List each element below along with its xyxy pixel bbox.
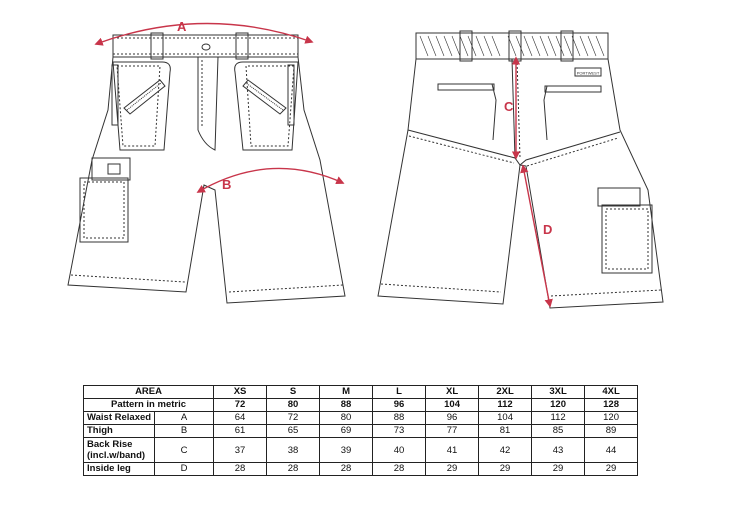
belt-loop — [460, 31, 472, 61]
table-row — [84, 425, 638, 438]
table-cell: 89 — [585, 425, 638, 438]
table-cell: 81 — [479, 425, 532, 438]
table-cell: 88 — [373, 412, 426, 425]
size-header: 2XL — [479, 386, 532, 399]
table-cell: 44 — [585, 438, 638, 463]
table-row — [84, 412, 638, 425]
waist-button — [202, 44, 210, 50]
size-chart-table — [83, 385, 638, 476]
pattern-value: 128 — [585, 399, 638, 412]
back-body-outline — [378, 59, 663, 308]
front-fly — [198, 57, 218, 150]
table-cell: 42 — [479, 438, 532, 463]
table-cell: 85 — [532, 425, 585, 438]
row-label-inside-leg: Inside leg — [84, 463, 155, 476]
area-header: AREA — [84, 386, 214, 399]
table-cell: 73 — [373, 425, 426, 438]
pattern-label: Pattern in metric — [84, 399, 214, 412]
belt-loop — [561, 31, 573, 61]
size-header: XL — [426, 386, 479, 399]
table-cell: 112 — [532, 412, 585, 425]
pattern-value: 88 — [320, 399, 373, 412]
table-cell: 72 — [267, 412, 320, 425]
front-shorts — [68, 33, 345, 303]
size-header: L — [373, 386, 426, 399]
back-cargo-pocket — [602, 205, 652, 273]
table-cell: 28 — [214, 463, 267, 476]
table-cell: 64 — [214, 412, 267, 425]
measure-label-d: D — [543, 222, 553, 237]
table-cell: 69 — [320, 425, 373, 438]
size-header: XS — [214, 386, 267, 399]
belt-loop — [151, 33, 163, 59]
table-cell: 96 — [426, 412, 479, 425]
measure-a-arrow — [96, 23, 312, 44]
pattern-value: 104 — [426, 399, 479, 412]
table-cell: 38 — [267, 438, 320, 463]
back-shorts — [378, 31, 663, 308]
table-cell: 80 — [320, 412, 373, 425]
back-right-pocket-zip — [545, 86, 601, 92]
table-cell: 41 — [426, 438, 479, 463]
belt-loop — [236, 33, 248, 59]
table-cell: 120 — [585, 412, 638, 425]
table-cell: 77 — [426, 425, 479, 438]
back-left-pocket-zip — [438, 84, 494, 90]
belt-loop — [509, 31, 521, 61]
table-cell: 28 — [320, 463, 373, 476]
table-cell: 61 — [214, 425, 267, 438]
pattern-value: 120 — [532, 399, 585, 412]
size-header: 4XL — [585, 386, 638, 399]
size-header-row — [84, 386, 638, 399]
back-right-pocket — [544, 86, 547, 140]
table-cell: 29 — [479, 463, 532, 476]
table-cell: 28 — [267, 463, 320, 476]
table-row — [84, 463, 638, 476]
size-header: M — [320, 386, 373, 399]
measure-b-arrow — [198, 168, 343, 192]
pattern-value: 96 — [373, 399, 426, 412]
pattern-row — [84, 399, 638, 412]
row-label-waist: Waist Relaxed — [84, 412, 155, 425]
pattern-value: 72 — [214, 399, 267, 412]
row-code: B — [155, 425, 214, 438]
back-left-pocket — [492, 84, 496, 140]
measurement-markers — [96, 23, 553, 306]
table-cell: 104 — [479, 412, 532, 425]
front-left-pocket — [113, 62, 170, 150]
pattern-value: 112 — [479, 399, 532, 412]
row-code: A — [155, 412, 214, 425]
measure-label-a: A — [177, 19, 187, 34]
row-code: C — [155, 438, 214, 463]
table-cell: 29 — [532, 463, 585, 476]
table-cell: 28 — [373, 463, 426, 476]
back-cargo-flap — [598, 188, 640, 206]
table-cell: 40 — [373, 438, 426, 463]
measure-label-c: C — [504, 99, 514, 114]
size-header: S — [267, 386, 320, 399]
table-cell: 43 — [532, 438, 585, 463]
table-cell: 37 — [214, 438, 267, 463]
row-label-thigh: Thigh — [84, 425, 155, 438]
table-cell: 39 — [320, 438, 373, 463]
pattern-value: 80 — [267, 399, 320, 412]
table-cell: 29 — [585, 463, 638, 476]
row-code: D — [155, 463, 214, 476]
front-cargo-flap — [92, 158, 130, 180]
table-row — [84, 438, 638, 463]
size-header: 3XL — [532, 386, 585, 399]
table-cell: 65 — [267, 425, 320, 438]
row-label-back-rise: Back Rise (incl.w/band) — [84, 438, 155, 463]
measure-label-b: B — [222, 177, 232, 192]
brand-tag-text: PORTWEST — [576, 70, 600, 76]
table-cell: 29 — [426, 463, 479, 476]
